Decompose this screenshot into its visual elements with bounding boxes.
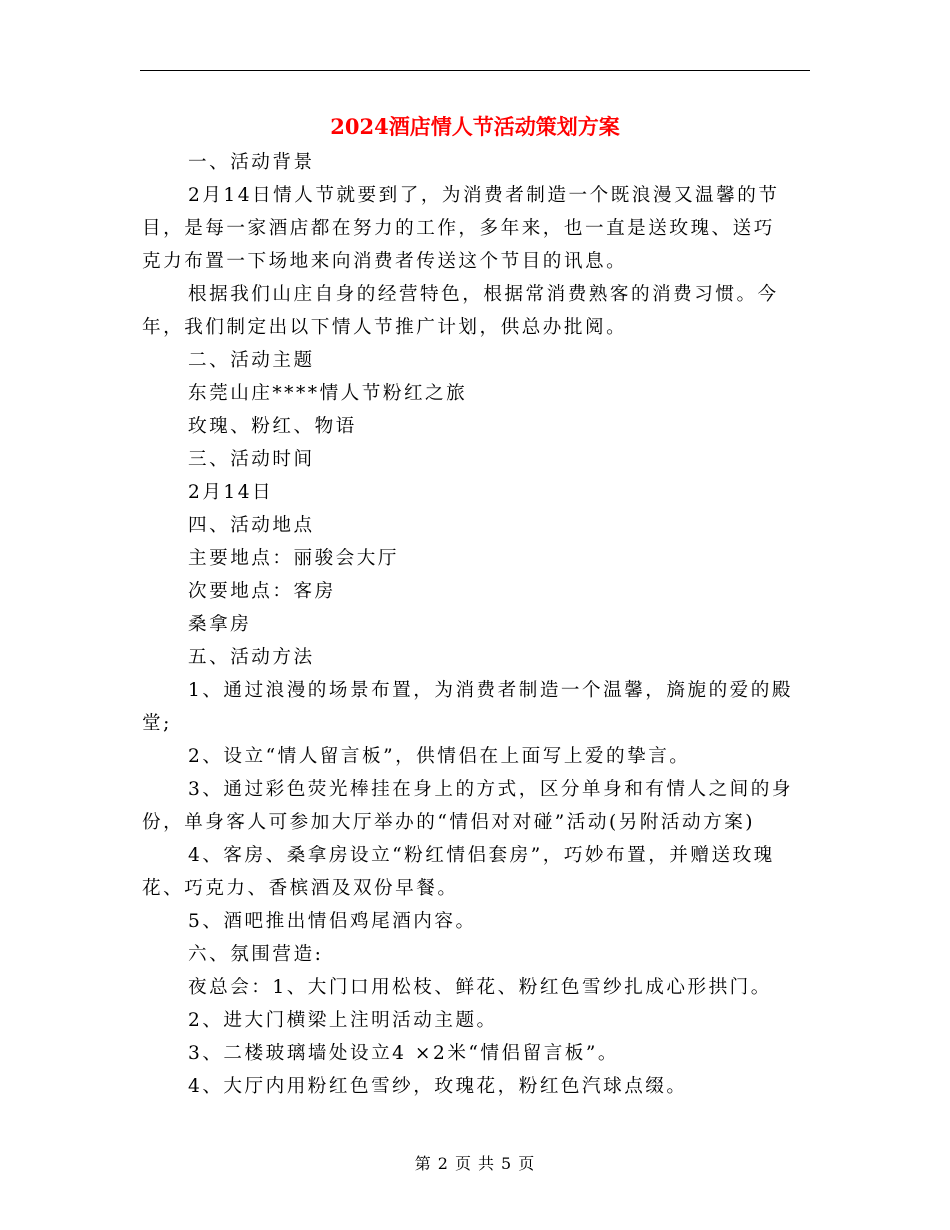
- paragraph-line: 2月14日情人节就要到了，为消费者制造一个既浪漫又温馨的节: [188, 185, 780, 206]
- section-heading-method: 五、活动方法: [188, 647, 315, 668]
- section-heading-location: 四、活动地点: [188, 515, 315, 536]
- section-heading-theme: 二、活动主题: [188, 350, 315, 371]
- current-page-number: 2: [437, 1154, 449, 1173]
- paragraph-line: 4、大厅内用粉红色雪纱，玫瑰花，粉红色汽球点缀。: [188, 1076, 688, 1097]
- page-footer: [140, 1152, 810, 1176]
- total-pages-number: 5: [501, 1154, 513, 1173]
- paragraph-line: 堂;: [142, 713, 172, 734]
- paragraph-line: 2、设立“情人留言板”，供情侣在上面写上爱的挚言。: [188, 746, 691, 767]
- document-title: 2024酒店情人节活动策划方案: [330, 114, 620, 139]
- paragraph-line: 4、客房、桑拿房设立“粉红情侣套房”，巧妙布置，并赠送玫瑰: [188, 845, 775, 866]
- header-rule: [140, 70, 810, 71]
- paragraph-line: 2、进大门横梁上注明活动主题。: [188, 1010, 498, 1031]
- paragraph-line: 克力布置一下场地来向消费者传送这个节目的讯息。: [142, 251, 628, 272]
- paragraph-line: 次要地点：客房: [188, 581, 336, 602]
- paragraph-line: 花、巧克力、香槟酒及双份早餐。: [142, 878, 459, 899]
- footer-middle: 页 共: [454, 1154, 496, 1173]
- footer-prefix: 第: [414, 1154, 432, 1173]
- paragraph-line: 2月14日: [188, 482, 274, 503]
- paragraph-line: 桑拿房: [188, 614, 252, 635]
- paragraph-line: 玫瑰、粉红、物语: [188, 416, 357, 437]
- paragraph-line: 夜总会：1、大门口用松枝、鲜花、粉红色雪纱扎成心形拱门。: [188, 977, 772, 998]
- section-heading-time: 三、活动时间: [188, 449, 315, 470]
- section-heading-atmosphere: 六、氛围营造:: [188, 944, 324, 965]
- footer-suffix: 页: [518, 1154, 536, 1173]
- paragraph-line: 1、通过浪漫的场景布置，为消费者制造一个温馨，旖旎的爱的殿: [188, 680, 793, 701]
- paragraph-line: 3、二楼玻璃墙处设立4 ×2米“情侣留言板”。: [188, 1043, 619, 1064]
- paragraph-line: 根据我们山庄自身的经营特色，根据常消费熟客的消费习惯。今: [188, 284, 779, 305]
- paragraph-line: 5、酒吧推出情侣鸡尾酒内容。: [188, 911, 477, 932]
- paragraph-line: 份，单身客人可参加大厅举办的“情侣对对碰”活动(另附活动方案): [142, 812, 756, 833]
- paragraph-line: 年，我们制定出以下情人节推广计划，供总办批阅。: [142, 317, 628, 338]
- paragraph-line: 主要地点：丽骏会大厅: [188, 548, 399, 569]
- document-body: [142, 146, 810, 1103]
- paragraph-line: 3、通过彩色荧光棒挂在身上的方式，区分单身和有情人之间的身: [188, 779, 793, 800]
- section-heading-background: 一、活动背景: [188, 152, 315, 173]
- paragraph-line: 东莞山庄****情人节粉红之旅: [188, 383, 468, 404]
- paragraph-line: 目，是每一家酒店都在努力的工作，多年来，也一直是送玫瑰、送巧: [142, 218, 775, 239]
